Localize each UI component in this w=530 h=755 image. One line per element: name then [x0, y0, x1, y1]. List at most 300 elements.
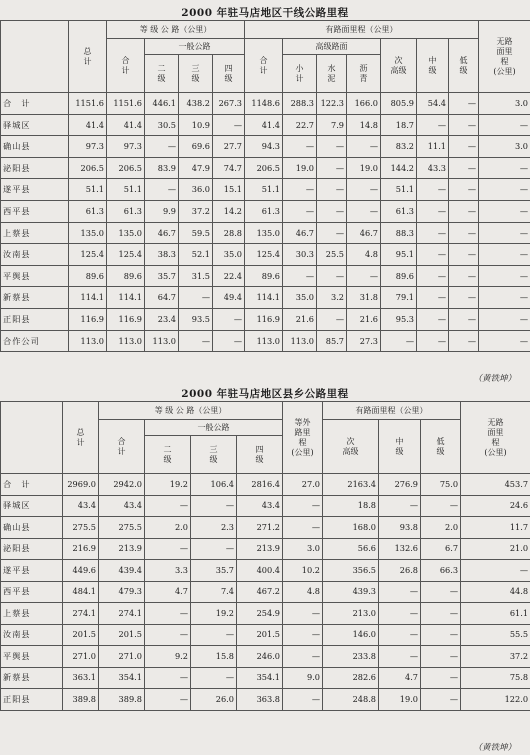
table-cell: 41.4: [107, 114, 145, 136]
table-cell: 271.2: [237, 517, 283, 539]
table-cell: —: [417, 244, 449, 266]
table-cell: —: [449, 287, 479, 309]
table-cell: —: [479, 265, 530, 287]
table-cell: 35.7: [191, 560, 237, 582]
table-cell: 354.1: [99, 667, 145, 689]
table-cell: —: [191, 495, 237, 517]
table-row: [1, 244, 530, 266]
row-label: 上蔡县: [1, 603, 63, 625]
table-cell: —: [283, 646, 323, 668]
table-cell: —: [381, 330, 417, 352]
table-cell: 43.4: [237, 495, 283, 517]
table-cell: —: [283, 624, 323, 646]
trunk-highway-table-body: [1, 93, 530, 352]
table-cell: —: [283, 689, 323, 711]
table-cell: 216.9: [63, 538, 99, 560]
table-cell: 3.2: [317, 287, 347, 309]
table-cell: 66.3: [421, 560, 461, 582]
table-cell: 271.0: [63, 646, 99, 668]
table-cell: 4.8: [347, 244, 381, 266]
table-cell: 113.0: [283, 330, 317, 352]
table-cell: —: [421, 667, 461, 689]
table-cell: 7.4: [191, 581, 237, 603]
table-cell: —: [461, 560, 530, 582]
header-paved-group: 有路面里程（公里）: [323, 402, 461, 420]
table-cell: —: [449, 114, 479, 136]
table-cell: 2.0: [421, 517, 461, 539]
table-cell: 22.7: [283, 114, 317, 136]
header-no-road: 无路 面里 程 (公里): [479, 21, 530, 93]
table-cell: 51.1: [69, 179, 107, 201]
table-row: [1, 179, 530, 201]
table-cell: —: [379, 603, 421, 625]
table-cell: —: [479, 157, 530, 179]
table-cell: 89.6: [69, 265, 107, 287]
table-cell: 389.8: [99, 689, 145, 711]
table-cell: 10.9: [179, 114, 213, 136]
table-cell: 113.0: [245, 330, 283, 352]
table-cell: —: [421, 603, 461, 625]
row-label: 汝南县: [1, 624, 63, 646]
table-cell: —: [145, 495, 191, 517]
table-cell: —: [449, 157, 479, 179]
table-cell: 97.3: [107, 136, 145, 158]
table-cell: 93.8: [379, 517, 421, 539]
table-cell: 35.7: [145, 265, 179, 287]
table-row: [1, 667, 530, 689]
table-row: [1, 538, 530, 560]
table-cell: 449.6: [63, 560, 99, 582]
table-cell: 363.1: [63, 667, 99, 689]
header-lv2: 二 级: [145, 436, 191, 474]
table-cell: —: [449, 222, 479, 244]
table-cell: 21.6: [347, 308, 381, 330]
table-cell: 51.1: [381, 179, 417, 201]
table-cell: 41.4: [245, 114, 283, 136]
table-row: [1, 603, 530, 625]
row-label: 平舆县: [1, 265, 69, 287]
table-cell: 27.7: [213, 136, 245, 158]
table-cell: —: [417, 200, 449, 222]
table-cell: 89.6: [107, 265, 145, 287]
table-cell: 2969.0: [63, 474, 99, 496]
table-cell: 83.9: [145, 157, 179, 179]
table-cell: 37.2: [179, 200, 213, 222]
table-cell: —: [479, 222, 530, 244]
table-cell: —: [191, 624, 237, 646]
table-cell: —: [213, 308, 245, 330]
table-cell: —: [347, 200, 381, 222]
table-cell: 2.3: [191, 517, 237, 539]
table-cell: —: [417, 179, 449, 201]
table-cell: —: [379, 646, 421, 668]
table-cell: 446.1: [145, 93, 179, 115]
table-cell: 132.6: [379, 538, 421, 560]
table-cell: 1151.6: [107, 93, 145, 115]
header-high: 高级路面: [283, 39, 381, 55]
row-label: 泌阳县: [1, 538, 63, 560]
header-lv4: 四 级: [237, 436, 283, 474]
table-cell: 201.5: [63, 624, 99, 646]
table-row: [1, 287, 530, 309]
table1-title: 2000 年驻马店地区干线公路里程: [181, 7, 349, 19]
table-cell: —: [213, 330, 245, 352]
table-cell: 61.3: [107, 200, 145, 222]
table-cell: 25.5: [317, 244, 347, 266]
row-label: 西平县: [1, 200, 69, 222]
row-label: 正阳县: [1, 689, 63, 711]
table-cell: —: [191, 538, 237, 560]
header-paved-group: 有路面里程（公里）: [245, 21, 479, 39]
table-cell: 31.8: [347, 287, 381, 309]
table-cell: 213.0: [323, 603, 379, 625]
table-cell: 26.0: [191, 689, 237, 711]
table-cell: 122.3: [317, 93, 347, 115]
table-row: [1, 265, 530, 287]
table-cell: 254.9: [237, 603, 283, 625]
header-lv4: 四 级: [213, 55, 245, 93]
table-cell: 95.1: [381, 244, 417, 266]
table-cell: —: [145, 689, 191, 711]
table-row: [1, 624, 530, 646]
table-cell: 38.3: [145, 244, 179, 266]
table-cell: 400.4: [237, 560, 283, 582]
table-cell: 18.8: [323, 495, 379, 517]
row-label: 合作公司: [1, 330, 69, 352]
trunk-highway-table: [0, 20, 530, 352]
table-cell: 15.8: [191, 646, 237, 668]
table-cell: 271.0: [99, 646, 145, 668]
table-cell: 356.5: [323, 560, 379, 582]
table-cell: 479.3: [99, 581, 145, 603]
table-row: [1, 581, 530, 603]
table-cell: 46.7: [145, 222, 179, 244]
table-cell: 89.6: [381, 265, 417, 287]
table-cell: 21.6: [283, 308, 317, 330]
table-cell: 3.3: [145, 560, 191, 582]
county-road-table-body: [1, 474, 530, 711]
row-label: 新蔡县: [1, 287, 69, 309]
header-general: 一般公路: [145, 39, 245, 55]
table-cell: 26.8: [379, 560, 421, 582]
header-no-road: 无路 面里 程 (公里): [461, 402, 530, 474]
table-cell: 61.3: [381, 200, 417, 222]
table-cell: 135.0: [69, 222, 107, 244]
table-cell: 7.9: [317, 114, 347, 136]
header-substandard: 等外 路里 程 (公里): [283, 402, 323, 474]
table-cell: —: [417, 222, 449, 244]
table-cell: 18.7: [381, 114, 417, 136]
table-cell: —: [145, 136, 179, 158]
table-cell: 125.4: [107, 244, 145, 266]
table-cell: 106.4: [191, 474, 237, 496]
table-cell: —: [317, 179, 347, 201]
table-cell: 114.1: [245, 287, 283, 309]
table-cell: 206.5: [69, 157, 107, 179]
table-cell: 116.9: [245, 308, 283, 330]
table-cell: 439.4: [99, 560, 145, 582]
table-cell: 201.5: [99, 624, 145, 646]
header-lv2: 二 级: [145, 55, 179, 93]
table-cell: 213.9: [237, 538, 283, 560]
table-cell: 97.3: [69, 136, 107, 158]
table-cell: —: [145, 624, 191, 646]
table-cell: 439.3: [323, 581, 379, 603]
table-cell: —: [347, 265, 381, 287]
table-cell: —: [379, 581, 421, 603]
table-cell: 166.0: [347, 93, 381, 115]
row-label: 遂平县: [1, 560, 63, 582]
table-cell: —: [191, 667, 237, 689]
table-cell: —: [421, 689, 461, 711]
table-cell: 56.6: [323, 538, 379, 560]
header-total: 总 计: [63, 402, 99, 474]
table-cell: —: [449, 308, 479, 330]
table-cell: —: [449, 244, 479, 266]
table-cell: —: [479, 244, 530, 266]
table-cell: 2942.0: [99, 474, 145, 496]
table-cell: 61.3: [69, 200, 107, 222]
table-cell: 88.3: [381, 222, 417, 244]
table-cell: 3.0: [479, 93, 530, 115]
table-row: [1, 93, 530, 115]
table-cell: 6.7: [421, 538, 461, 560]
table-cell: 2.0: [145, 517, 191, 539]
header-sub-high: 次 高级: [381, 39, 417, 93]
table-cell: 83.2: [381, 136, 417, 158]
table-cell: 75.8: [461, 667, 530, 689]
table-cell: —: [317, 265, 347, 287]
table-cell: 116.9: [69, 308, 107, 330]
row-label: 正阳县: [1, 308, 69, 330]
table-cell: 113.0: [107, 330, 145, 352]
header-mid: 中 级: [379, 420, 421, 474]
table-cell: —: [449, 330, 479, 352]
row-label: 上蔡县: [1, 222, 69, 244]
table-cell: 3.0: [283, 538, 323, 560]
table-cell: 85.7: [317, 330, 347, 352]
table-cell: —: [449, 179, 479, 201]
table-cell: —: [283, 136, 317, 158]
table-cell: 37.2: [461, 646, 530, 668]
table-cell: 41.4: [69, 114, 107, 136]
table-cell: —: [479, 200, 530, 222]
table-cell: 2816.4: [237, 474, 283, 496]
table-cell: 4.7: [379, 667, 421, 689]
table-cell: —: [479, 330, 530, 352]
table-cell: 113.0: [145, 330, 179, 352]
table-cell: 135.0: [107, 222, 145, 244]
table-cell: 275.5: [99, 517, 145, 539]
table-cell: 125.4: [245, 244, 283, 266]
table-cell: 4.8: [283, 581, 323, 603]
header-small: 小 计: [283, 55, 317, 93]
table-cell: 3.0: [479, 136, 530, 158]
table-row: [1, 495, 530, 517]
row-label: 驿城区: [1, 495, 63, 517]
table-cell: 23.4: [145, 308, 179, 330]
table-row: [1, 114, 530, 136]
table-cell: 19.0: [379, 689, 421, 711]
table-cell: 28.8: [213, 222, 245, 244]
table-cell: 95.3: [381, 308, 417, 330]
table-cell: 201.5: [237, 624, 283, 646]
table-cell: 9.2: [145, 646, 191, 668]
table-cell: —: [283, 495, 323, 517]
table-cell: —: [145, 538, 191, 560]
table-cell: 113.0: [69, 330, 107, 352]
table-cell: 484.1: [63, 581, 99, 603]
table2-title: 2000 年驻马店地区县乡公路里程: [181, 388, 349, 400]
table-row: [1, 517, 530, 539]
header-total: 总 计: [69, 21, 107, 93]
table-cell: 14.8: [347, 114, 381, 136]
table-cell: 27.3: [347, 330, 381, 352]
table-cell: 1151.6: [69, 93, 107, 115]
table-cell: 206.5: [245, 157, 283, 179]
table-cell: —: [421, 646, 461, 668]
table-cell: 389.8: [63, 689, 99, 711]
table-cell: 27.0: [283, 474, 323, 496]
table-cell: 30.3: [283, 244, 317, 266]
table-cell: 54.4: [417, 93, 449, 115]
table-cell: 206.5: [107, 157, 145, 179]
table-cell: 274.1: [63, 603, 99, 625]
table-cell: 44.8: [461, 581, 530, 603]
table-cell: —: [317, 308, 347, 330]
table1-credit: （黄铁坤）: [473, 374, 516, 384]
header-grade-group: 等 级 公 路（公里）: [107, 21, 245, 39]
table-cell: 467.2: [237, 581, 283, 603]
table-cell: 116.9: [107, 308, 145, 330]
table-cell: —: [417, 330, 449, 352]
table-cell: 51.1: [245, 179, 283, 201]
table-cell: 11.7: [461, 517, 530, 539]
table-cell: 267.3: [213, 93, 245, 115]
table-cell: 135.0: [245, 222, 283, 244]
table-cell: —: [283, 179, 317, 201]
table-cell: 453.7: [461, 474, 530, 496]
table-row: [1, 157, 530, 179]
header-cement: 水 泥: [317, 55, 347, 93]
table-cell: —: [317, 222, 347, 244]
table-cell: 275.5: [63, 517, 99, 539]
row-label: 汝南县: [1, 244, 69, 266]
table-cell: 1148.6: [245, 93, 283, 115]
table-cell: 43.4: [63, 495, 99, 517]
table-cell: 43.3: [417, 157, 449, 179]
table-cell: 22.4: [213, 265, 245, 287]
table-cell: —: [347, 179, 381, 201]
row-label: 驿城区: [1, 114, 69, 136]
header-lv3: 三 级: [179, 55, 213, 93]
table-cell: 74.7: [213, 157, 245, 179]
row-label: 确山县: [1, 517, 63, 539]
table-cell: 122.0: [461, 689, 530, 711]
table-cell: 363.8: [237, 689, 283, 711]
table-cell: —: [283, 517, 323, 539]
table-cell: 274.1: [99, 603, 145, 625]
table-cell: —: [417, 287, 449, 309]
table-cell: 19.2: [145, 474, 191, 496]
table-cell: 168.0: [323, 517, 379, 539]
header-mid: 中 级: [417, 39, 449, 93]
table-cell: 282.6: [323, 667, 379, 689]
table-cell: 43.4: [99, 495, 145, 517]
table-cell: —: [347, 136, 381, 158]
table-cell: 35.0: [283, 287, 317, 309]
table-row: [1, 136, 530, 158]
table-row: [1, 646, 530, 668]
header-paved-total: 合 计: [245, 39, 283, 93]
table-cell: —: [479, 114, 530, 136]
table-cell: 30.5: [145, 114, 179, 136]
table-cell: —: [479, 179, 530, 201]
table-cell: —: [317, 200, 347, 222]
header-general: 一般公路: [145, 420, 283, 436]
table-row: [1, 200, 530, 222]
table-cell: 125.4: [69, 244, 107, 266]
table-cell: —: [417, 114, 449, 136]
table-cell: 89.6: [245, 265, 283, 287]
table-cell: 276.9: [379, 474, 421, 496]
table-row: [1, 560, 530, 582]
table-cell: —: [417, 265, 449, 287]
corner-cell: [1, 21, 69, 93]
table-cell: 69.6: [179, 136, 213, 158]
header-subtotal: 合 计: [99, 420, 145, 474]
table-cell: —: [145, 667, 191, 689]
table-cell: 93.5: [179, 308, 213, 330]
table-cell: —: [479, 287, 530, 309]
table-cell: 36.0: [179, 179, 213, 201]
table-cell: —: [421, 495, 461, 517]
table-cell: —: [449, 136, 479, 158]
header-subtotal: 合 计: [107, 39, 145, 93]
table-cell: 10.2: [283, 560, 323, 582]
table-row: [1, 222, 530, 244]
table-cell: 19.0: [347, 157, 381, 179]
table-cell: 75.0: [421, 474, 461, 496]
table-cell: —: [479, 308, 530, 330]
table-cell: 805.9: [381, 93, 417, 115]
table-cell: 55.5: [461, 624, 530, 646]
table-cell: 49.4: [213, 287, 245, 309]
table-cell: 213.9: [99, 538, 145, 560]
table-row: [1, 689, 530, 711]
table-cell: 233.8: [323, 646, 379, 668]
table-cell: —: [449, 265, 479, 287]
table-cell: 114.1: [107, 287, 145, 309]
table-cell: 52.1: [179, 244, 213, 266]
row-label: 合 计: [1, 474, 63, 496]
table-cell: 24.6: [461, 495, 530, 517]
table-cell: —: [317, 157, 347, 179]
table-cell: 2163.4: [323, 474, 379, 496]
corner-cell: [1, 402, 63, 474]
table2-credit: （黄铁坤）: [473, 743, 516, 753]
table-cell: 354.1: [237, 667, 283, 689]
table-cell: 438.2: [179, 93, 213, 115]
header-low: 低 级: [449, 39, 479, 93]
table-cell: —: [417, 308, 449, 330]
table-cell: —: [379, 624, 421, 646]
table-cell: —: [449, 93, 479, 115]
table-row: [1, 474, 530, 496]
table-row: [1, 308, 530, 330]
header-sub-high: 次 高级: [323, 420, 379, 474]
header-low: 低 级: [421, 420, 461, 474]
